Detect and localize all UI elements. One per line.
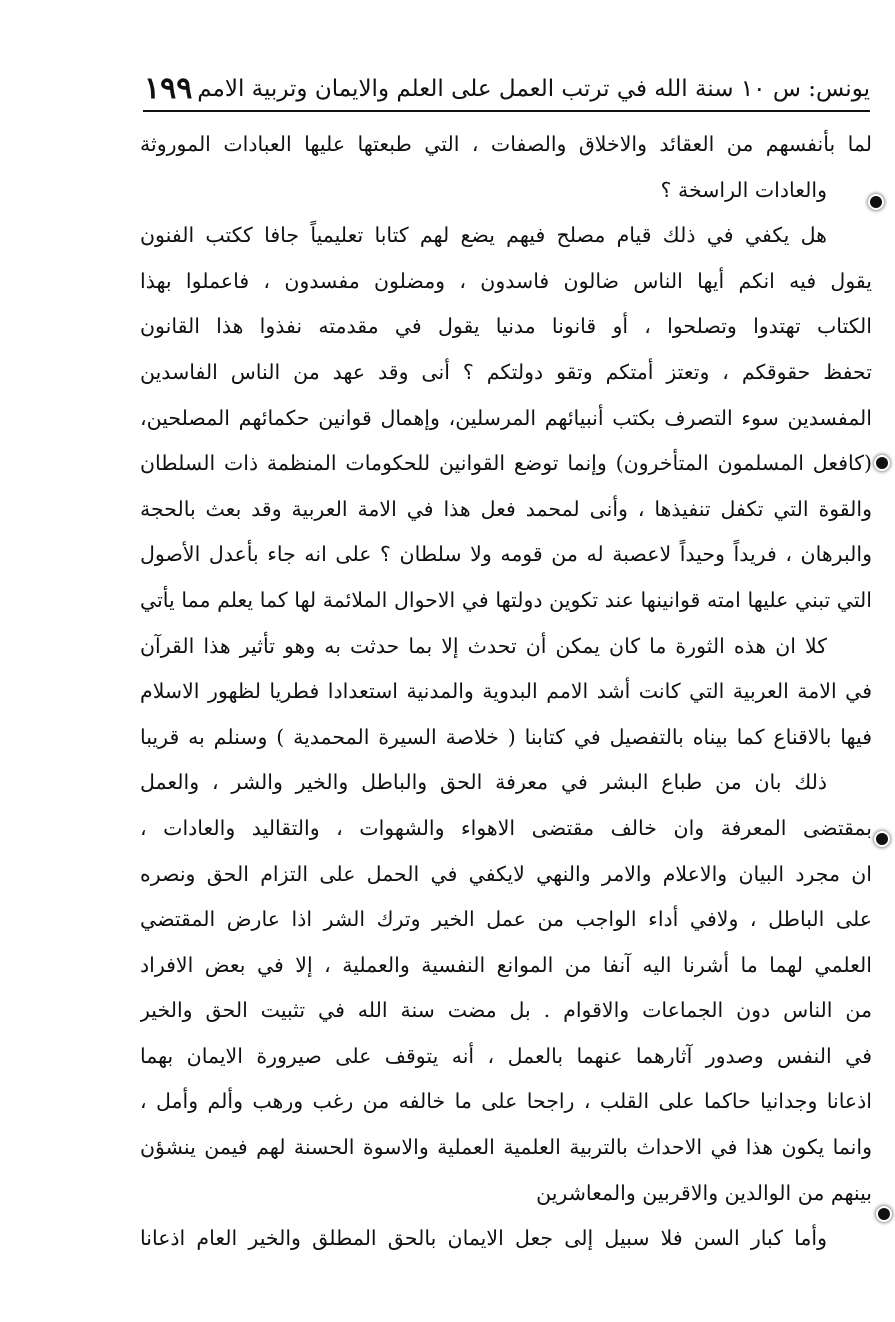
page-number: ١٩٩	[144, 71, 193, 106]
text-line: على الباطل ، ولافي أداء الواجب من عمل الخير وترك الشر اذا عارض المقتضي	[140, 907, 872, 932]
header-rule	[143, 110, 870, 112]
text-line: ان مجرد البيان والاعلام والامر والنهي لايكفي في الحمل على التزام الحق ونصره	[140, 861, 872, 886]
header-title: يونس: س ١٠ سنة الله في ترتب العمل على العلم والايمان وتربية الامم	[197, 76, 870, 102]
text-line: العلمي لهما ما أشرنا اليه آنفا من الموانع النفسية والعملية ، إلا في بعض الافراد	[140, 952, 872, 977]
text-line: يقول فيه انكم أيها الناس ضالون فاسدون ، ومضلون مفسدون ، فاعملوا بهذا	[140, 268, 872, 293]
text-line: في الامة العربية التي كانت أشد الامم البدوية والمدنية استعدادا فطريا لظهور الاسلام	[140, 679, 872, 704]
text-line: وأما كبار السن فلا سبيل إلى جعل الايمان بالحق المطلق والخير العام اذعانا	[140, 1226, 827, 1251]
text-line: بمقتضى المعرفة وان خالف مقتضى الاهواء والشهوات ، والتقاليد والعادات ،	[140, 815, 872, 840]
text-line: في النفس وصدور آثارهما عنهما بالعمل ، أنه يتوقف على صيرورة الايمان بهما	[140, 1043, 872, 1068]
text-line: والعادات الراسخة ؟	[660, 177, 827, 202]
text-line: المفسدين سوء التصرف بكتب أنبيائهم المرسلين، وإهمال قوانين حكمائهم المصلحين،	[140, 405, 872, 430]
margin-bullet-icon	[876, 457, 888, 469]
body-text	[140, 122, 872, 1262]
text-line: اذعانا وجدانيا حاكما على القلب ، راجحا على ما خالفه من رغب ورهب وألم وأمل ،	[140, 1089, 872, 1114]
text-line: والبرهان ، فريداً وحيداً لاعصبة له من قومه ولا سلطان ؟ على انه جاء بأعدل الأصول	[140, 542, 872, 567]
text-line: الكتاب تهتدوا وتصلحوا ، أو قانونا مدنيا يقول في مقدمته نفذوا هذا القانون	[140, 314, 872, 339]
text-line: هل يكفي في ذلك قيام مصلح فيهم يضع لهم كتابا تعليمياً جافا ككتب الفنون	[140, 223, 827, 248]
text-line: بينهم من الوالدين والاقربين والمعاشرين	[536, 1180, 872, 1205]
margin-bullet-icon	[878, 1208, 890, 1220]
text-line: تحفظ حقوقكم ، وتعتز أمتكم وتقو دولتكم ؟ أنى وقد عهد من الناس الفاسدين	[140, 359, 872, 384]
text-line: التي تبني عليها امته قوانينها عند تكوين دولتها في الاحوال الملائمة لها كما يعلم مما يأتي	[140, 587, 872, 612]
text-line: ذلك بان من طباع البشر في معرفة الحق والباطل والخير والشر ، والعمل	[140, 770, 827, 795]
text-line: وانما يكون هذا في الاحداث بالتربية العلمية العملية والاسوة الحسنة لهم فيمن ينشؤن	[140, 1135, 872, 1160]
text-line: من الناس دون الجماعات والاقوام . بل مضت سنة الله في تثبيت الحق والخير	[140, 998, 872, 1023]
margin-bullet-icon	[876, 833, 888, 845]
text-line: فيها بالاقناع كما بيناه بالتفصيل في كتابنا ( خلاصة السيرة المحمدية ) وسنلم به قريبا	[140, 724, 872, 749]
text-line: كلا ان هذه الثورة ما كان يمكن أن تحدث إلا بما حدثت به وهو تأثير هذا القرآن	[140, 633, 827, 658]
text-line: لما بأنفسهم من العقائد والاخلاق والصفات ، التي طبعتها عليها العبادات الموروثة	[140, 132, 872, 156]
text-line: (كافعل المسلمون المتأخرون) وإنما توضع القوانين للحكومات المنظمة ذات السلطان	[140, 451, 872, 476]
running-header	[140, 66, 870, 106]
text-line: والقوة التي تكفل تنفيذها ، وأنى لمحمد فعل هذا في الامة العربية وقد بعث بالحجة	[140, 496, 872, 521]
margin-bullet-icon	[870, 196, 882, 208]
